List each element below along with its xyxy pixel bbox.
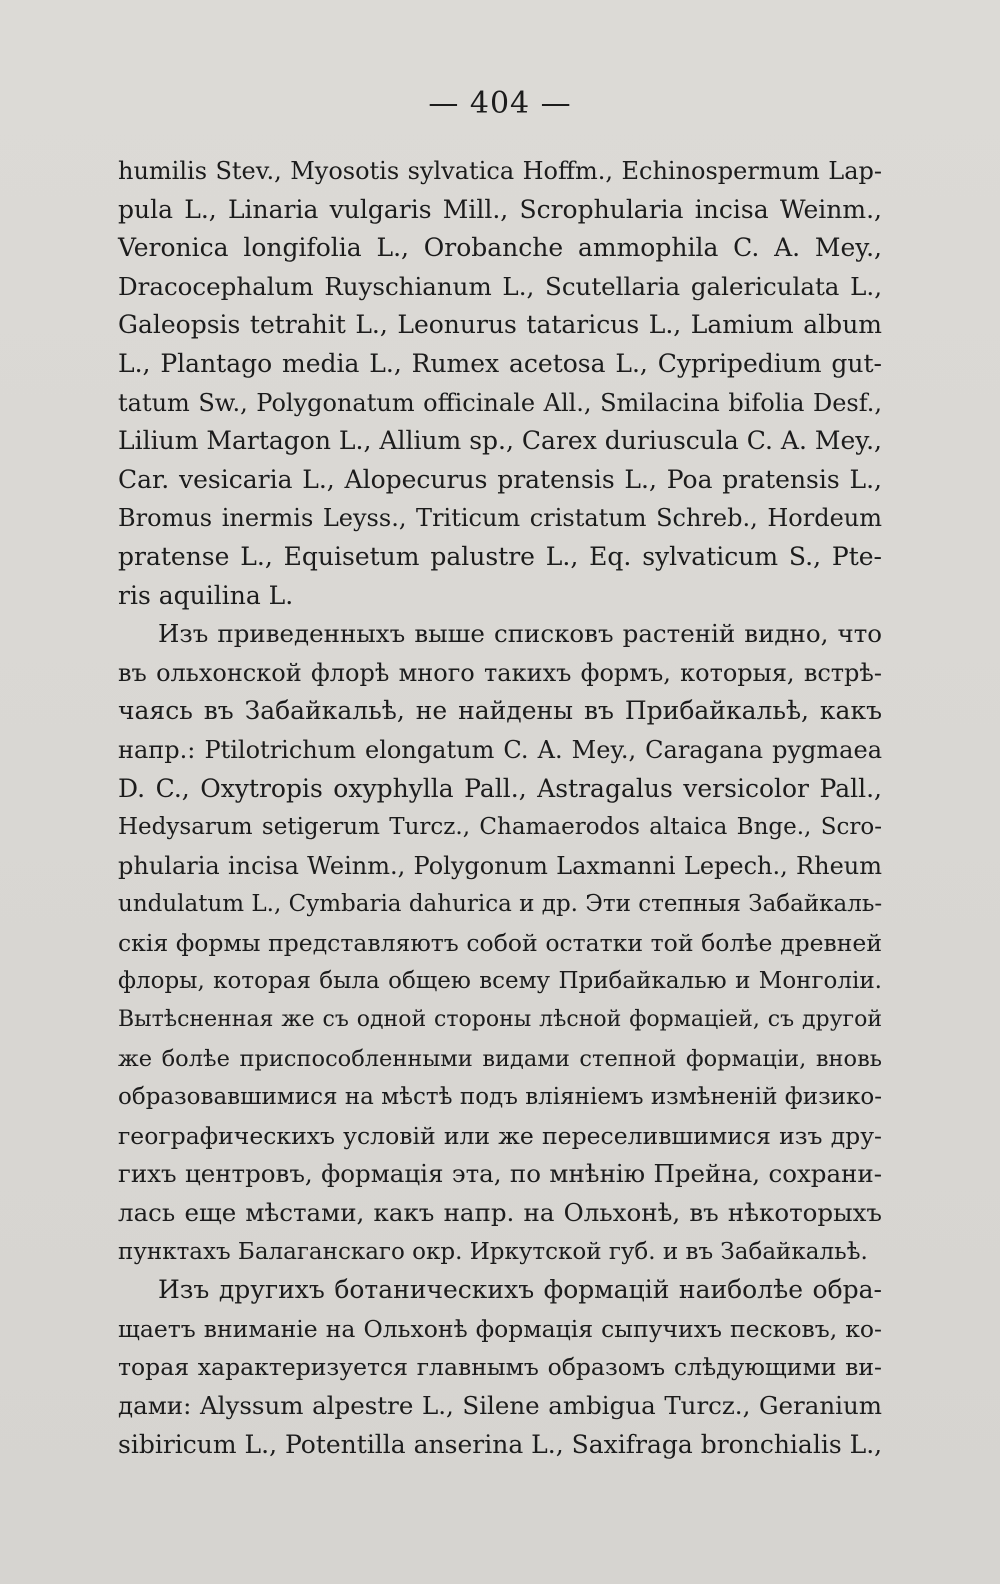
text-line: pula L., Linaria vulgaris Mill., Scrophularia incisa Weinm., [118, 194, 882, 224]
text-line: Вытѣсненная же съ одной стороны лѣсной формацiей, съ другой [118, 1007, 882, 1033]
text-line: географическихъ условiй или же переселившимися изъ дру- [118, 1121, 882, 1150]
page-number: — 404 — [428, 86, 572, 121]
text-line: пунктахъ Балаганскаго окр. Иркутской губ. и въ Забайкальѣ. [118, 1238, 868, 1265]
text-line: торая характеризуется главнымъ образомъ слѣдующими ви- [118, 1353, 882, 1382]
text-line: въ ольхонской флорѣ много такихъ формъ, которыя, встрѣ- [118, 658, 882, 687]
text-line: undulatum L., Cymbaria dahurica и др. Эти степныя Забайкаль- [118, 891, 883, 918]
text-line: sibiricum L., Potentilla anserina L., Saxifraga bronchialis L., [118, 1429, 883, 1459]
text-line: чаясь въ Забайкальѣ, не найдены въ Прибайкальѣ, какъ [118, 696, 882, 726]
paragraph-first-line: Изъ приведенныхъ выше списковъ растенiй видно, что [158, 619, 882, 649]
text-line: напр.: Ptilotrichum elongatum C. A. Mey., Caragana pygmaea [118, 735, 882, 764]
text-line: же болѣе приспособленными видами степной формацiи, вновь [118, 1045, 882, 1072]
text-line: humilis Stev., Myosotis sylvatica Hoffm., Echinospermum Lap- [118, 157, 882, 185]
text-line: Car. vesicaria L., Alopecurus pratensis L., Poa pratensis L., [118, 464, 882, 494]
text-line: гихъ центровъ, формацiя эта, по мнѣнiю Прейна, сохрани- [118, 1159, 882, 1189]
text-line: D. C., Oxytropis oxyphylla Pall., Astragalus versicolor Pall., [118, 773, 882, 803]
text-line: дами: Alyssum alpestre L., Silene ambigua Turcz., Geranium [118, 1391, 882, 1420]
text-line: Dracocephalum Ruyschianum L., Scutellaria galericulata L., [118, 271, 882, 301]
text-line: Hedysarum setigerum Turcz., Chamaerodos altaica Bnge., Scro- [118, 814, 882, 841]
paragraph-first-line: Изъ другихъ ботаническихъ формацiй наиболѣе обра- [158, 1275, 882, 1305]
text-line: phularia incisa Weinm., Polygonum Laxmanni Lepech., Rheum [118, 851, 882, 880]
text-line: pratense L., Equisetum palustre L., Eq. sylvaticum S., Pte- [118, 541, 882, 571]
text-line: образовавшимися на мѣстѣ подъ влiянiемъ измѣненiй физико- [118, 1084, 882, 1111]
body-text [118, 152, 882, 1464]
text-line: tatum Sw., Polygonatum officinale All., Smilacina bifolia Desf., [118, 388, 882, 417]
text-line: L., Plantago media L., Rumex acetosa L., Cypripedium gut- [118, 348, 882, 378]
text-line: флоры, которая была общею всему Прибайкалью и Монголiи. [118, 968, 882, 995]
text-line: лась еще мѣстами, какъ напр. на Ольхонѣ, въ нѣкоторыхъ [118, 1198, 882, 1228]
text-line: щаетъ вниманiе на Ольхонѣ формацiя сыпучихъ песковъ, ко- [118, 1314, 882, 1343]
text-line: Lilium Martagon L., Allium sp., Carex duriuscula C. A. Mey., [118, 426, 882, 456]
text-line: ris aquilina L. [118, 580, 294, 610]
text-line: Veronica longifolia L., Orobanche ammophila C. A. Mey., [118, 233, 882, 263]
text-line: Bromus inermis Leyss., Triticum cristatum Schreb., Hordeum [118, 504, 882, 533]
text-line: скiя формы представляютъ собой остатки той болѣе древней [118, 928, 882, 957]
text-line: Galeopsis tetrahit L., Leonurus tataricus L., Lamium album [118, 310, 882, 340]
